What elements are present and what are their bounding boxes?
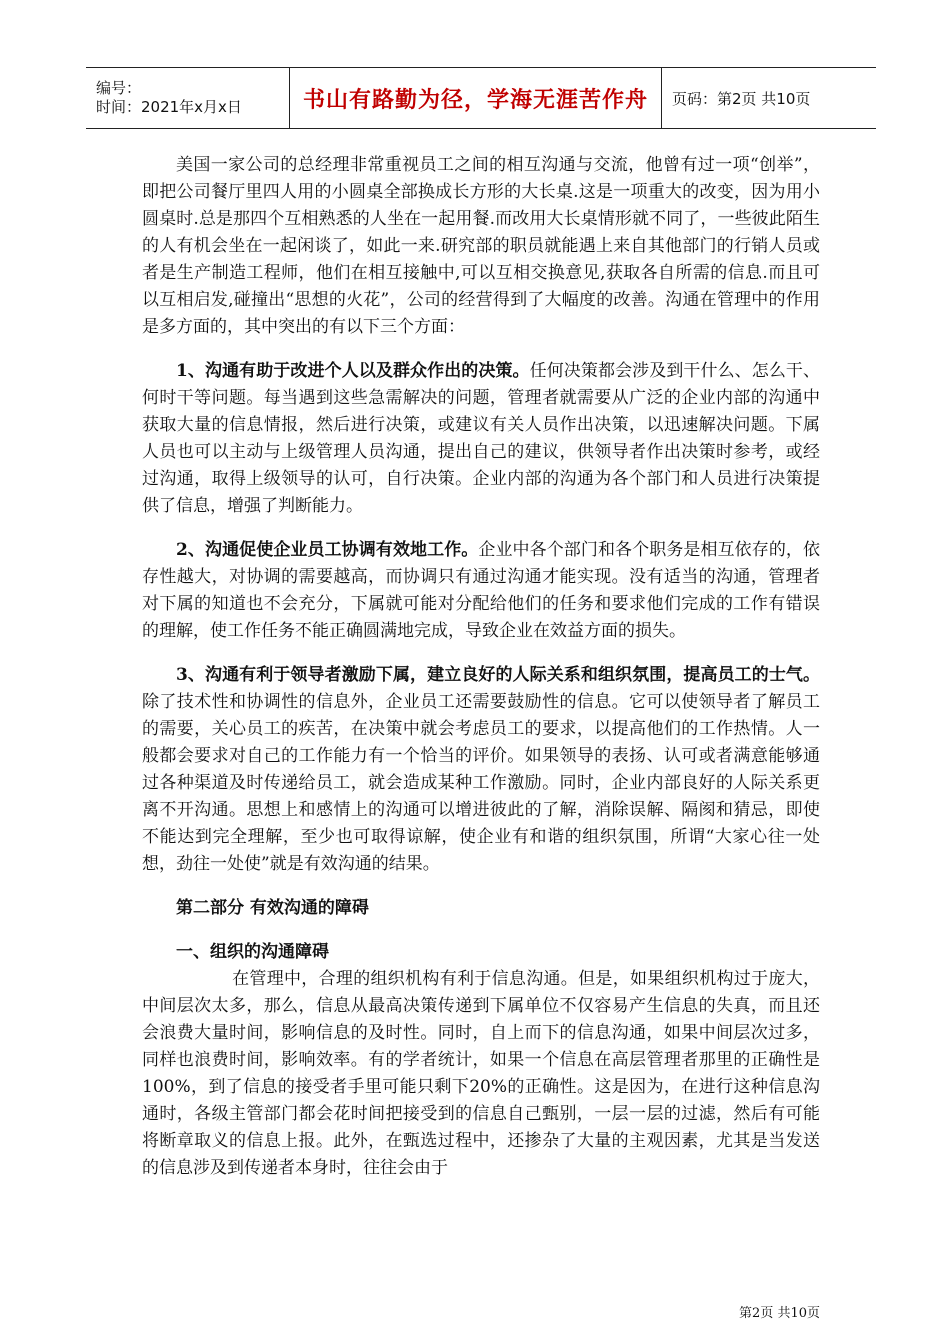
point-3-title: 3、沟通有利于领导者激励下属，建立良好的人际关系和组织氛围，提高员工的士气。	[176, 665, 820, 685]
point-2-body: 企业中各个部门和各个职务是相互依存的，依存性越大，对协调的需要越高，而协调只有通过沟通才能实现。没有适当的沟通，管理者对下属的知道也不会充分，下属就可能对分配给他们的任务和要求他们完成的工作有错误的理解，使工作任务不能正确圆满地完成，导致企业在效益方面的损失。	[142, 540, 821, 641]
header-page-info: 页码：第2页 共10页	[672, 89, 811, 108]
section-1-heading: 一、组织的沟通障碍	[176, 942, 329, 962]
document-body	[142, 152, 820, 1182]
page-header	[86, 67, 876, 129]
point-1-body: 任何决策都会涉及到干什么、怎么干、何时干等问题。每当遇到这些急需解决的问题，管理者就需要从广泛的企业内部的沟通中获取大量的信息情报，然后进行决策，或建议有关人员作出决策，以迅速解决问题。下属人员也可以主动与上级管理人员沟通，提出自己的建议，供领导者作出决策时参考，或经过沟通，取得上级领导的认可，自行决策。企业内部的沟通为各个部门和人员进行决策提供了信息，增强了判断能力。	[142, 361, 821, 516]
point-1-title: 1、沟通有助于改进个人以及群众作出的决策。	[176, 361, 530, 381]
intro-paragraph: 美国一家公司的总经理非常重视员工之间的相互沟通与交流，他曾有过一项“创举”，即把公司餐厅里四人用的小圆桌全部换成长方形的大长桌.这是一项重大的改变，因为用小圆桌时.总是那四个互相熟悉的人坐在一起用餐.而改用大长桌情形就不同了，一些彼此陌生的人有机会坐在一起闲谈了，如此一来.研究部的职员就能遇上来自其他部门的行销人员或者是生产制造工程师，他们在相互接触中,可以互相交换意见,获取各自所需的信息.而且可以互相启发,碰撞出“思想的火花”，公司的经营得到了大幅度的改善。沟通在管理中的作用是多方面的，其中突出的有以下三个方面：	[142, 155, 820, 337]
point-3-paragraph	[142, 662, 820, 878]
header-meta	[86, 68, 290, 128]
point-2-title: 2、沟通促使企业员工协调有效地工作。	[176, 540, 479, 560]
date-label: 时间：2021年x月x日	[96, 98, 242, 116]
serial-number-label: 编号：	[96, 79, 142, 97]
header-motto: 书山有路勤为径，学海无涯苦作舟	[302, 87, 648, 113]
part-2-heading: 第二部分 有效沟通的障碍	[176, 898, 369, 918]
header-page-cell	[662, 68, 876, 128]
header-motto-cell	[290, 68, 662, 128]
point-3-body: 除了技术性和协调性的信息外，企业员工还需要鼓励性的信息。它可以使领导者了解员工的需要，关心员工的疾苦，在决策中就会考虑员工的要求，以提高他们的工作热情。人一般都会要求对自己的工作能力有一个恰当的评价。如果领导的表扬、认可或者满意能够通过各种渠道及时传递给员工，就会造成某种工作激励。同时，企业内部良好的人际关系更离不开沟通。思想上和感情上的沟通可以增进彼此的了解，消除误解、隔阂和猜忌，即使不能达到完全理解，至少也可取得谅解，使企业有和谐的组织氛围，所谓“大家心往一处想，劲往一处使”就是有效沟通的结果。	[142, 692, 820, 874]
page-footer: 第2页 共10页	[739, 1306, 820, 1321]
section-1-paragraph: 在管理中，合理的组织机构有利于信息沟通。但是，如果组织机构过于庞大，中间层次太多，那么，信息从最高决策传递到下属单位不仅容易产生信息的失真，而且还会浪费大量时间，影响信息的及时性。同时，自上而下的信息沟通，如果中间层次过多，同样也浪费时间，影响效率。有的学者统计，如果一个信息在高层管理者那里的正确性是100%，到了信息的接受者手里可能只剩下20%的正确性。这是因为，在进行这种信息沟通时，各级主管部门都会花时间把接受到的信息自己甄别，一层一层的过滤，然后有可能将断章取义的信息上报。此外，在甄选过程中，还掺杂了大量的主观因素，尤其是当发送的信息涉及到传递者本身时，往往会由于	[142, 969, 820, 1178]
point-1-paragraph	[142, 358, 820, 520]
point-2-paragraph	[142, 537, 820, 645]
